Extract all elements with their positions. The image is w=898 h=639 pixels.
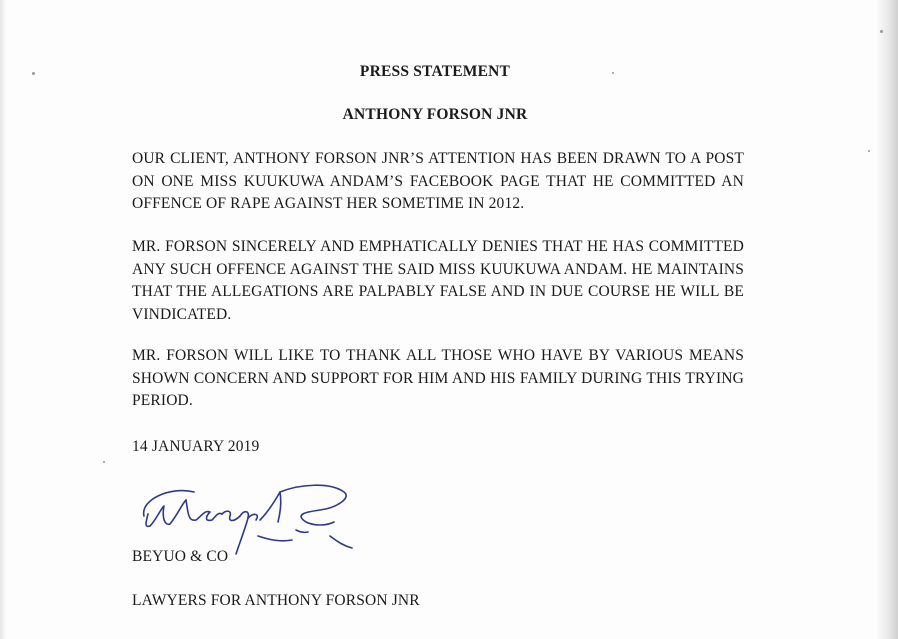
handwritten-signature	[130, 470, 370, 560]
paragraph-3: MR. FORSON WILL LIKE TO THANK ALL THOSE WHO HAVE BY VARIOUS MEANS SHOWN CONCERN AND SUPPORT FOR HIM AND HIS FAMILY DURING THIS TRYING PERIOD.	[132, 347, 744, 409]
paragraph-2: MR. FORSON SINCERELY AND EMPHATICALLY DENIES THAT HE HAS COMMITTED ANY SUCH OFFENCE AGAINST THE SAID MISS KUUKUWA ANDAM. HE MAINTAINS THAT THE ALLEGATIONS ARE PALPABLY FALSE AND IN DUE COURSE HE WILL BE VINDICATED.	[132, 238, 744, 323]
statement-subject: ANTHONY FORSON JNR	[342, 106, 528, 123]
scan-speck	[103, 461, 105, 463]
press-statement-title: PRESS STATEMENT	[359, 63, 511, 80]
paragraph-1: OUR CLIENT, ANTHONY FORSON JNR’S ATTENTION HAS BEEN DRAWN TO A POST ON ONE MISS KUUKUWA ANDAM’S FACEBOOK PAGE THAT HE COMMITTED AN OFFENCE OF RAPE AGAINST HER SOMETIME IN 2012.	[132, 150, 744, 212]
statement-date: 14 JANUARY 2019	[132, 438, 260, 455]
scan-speck	[868, 150, 870, 152]
scan-left-edge	[0, 0, 6, 639]
scan-right-edge	[876, 0, 898, 639]
law-firm-name: BEYUO & CO	[132, 548, 229, 565]
scan-speck	[880, 30, 883, 33]
closing-line: LAWYERS FOR ANTHONY FORSON JNR	[132, 592, 420, 609]
